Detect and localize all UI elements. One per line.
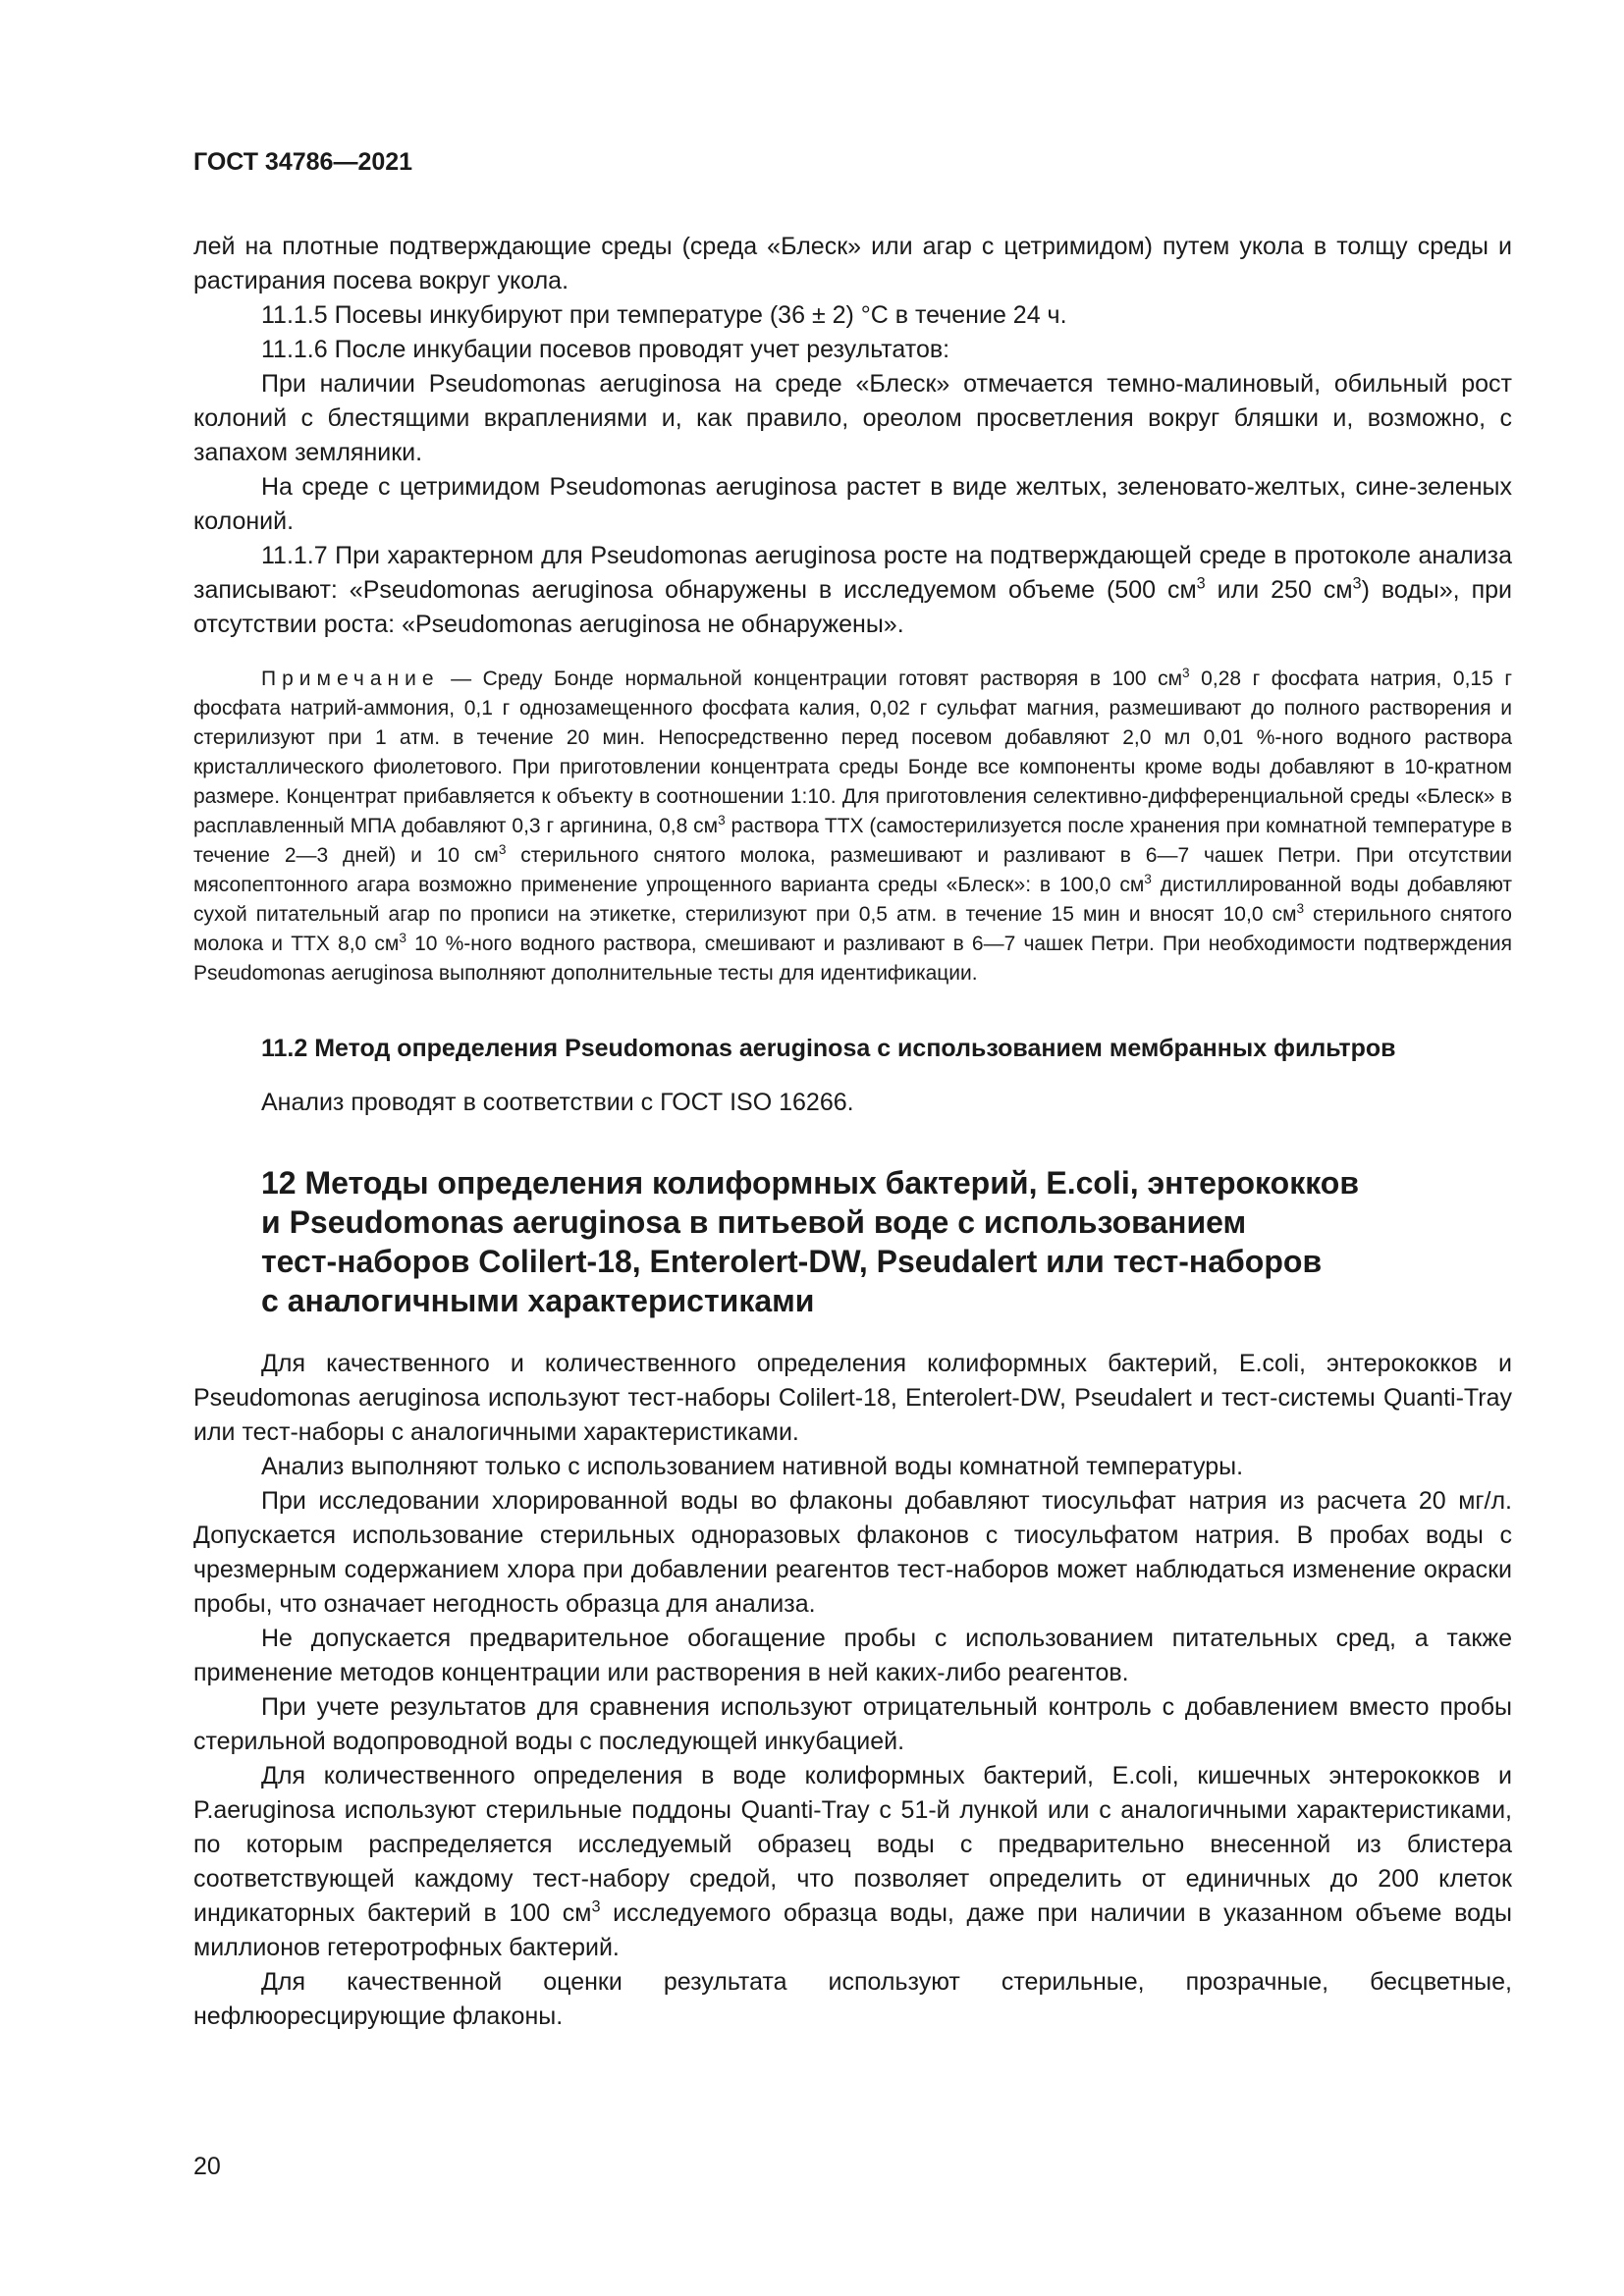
note-block: Примечание — Среду Бонде нормальной концентрации готовят растворяя в 100 $см^3$ 0,28 г фосфата натрия, 0,15 г фосфата натрий-аммония, 0,1 г однозамещенного фосфата калия, 0,02 г сульфат магния, размешивают до полного растворения и стерилизуют при 1 атм. в течение 20 мин. Непосредственно перед посевом добавляют 2,0 мл 0,01 %-ного водного раствора кристаллического фиолетового. При приготовлении концентрата среды Бонде все компоненты кроме воды добавляют в 10-кратном размере. Концентрат прибавляется к объекту в соотношении 1:10. Для приготовления селективно-дифференциальной среды «Блеск» в расплавленный МПА добавляют 0,3 г аргинина, 0,8 $см^3$ раствора ТТХ (самостерилизуется после хранения при комнатной температуре в течение 2—3 дней) и 10 $см^3$ стерильного снятого молока, размешивают и разливают в 6—7 чашек Петри. При отсутствии мясопептонного агара возможно применение упрощенного варианта среды «Блеск»: в 100,0 $см^3$ дистиллированной воды добавляют сухой питательный агар по прописи на этикетке, стерилизуют при 0,5 атм. в течение 15 мин и вносят 10,0 $см^3$ стерильного снятого молока и ТТХ 8,0 $см^3$ 10 %-ного водного раствора, смешивают и разливают в 6—7 чашек Петри. При необходимости подтверждения Pseudomonas aeruginosa выполняют дополнительные тесты для идентификации.: [193, 666, 1512, 985]
paragraph-12-intro: Для качественного и количественного определения колиформных бактерий, E.coli, энтерококков и Pseudomonas aeruginosa используют тест-наборы Colilert-18, Enterolert-DW, Pseudalert и тест-системы Quanti-Tray или тест-наборы с аналогичными характеристиками.: [193, 1350, 1512, 1446]
document-header: ГОСТ 34786—2021: [193, 148, 413, 176]
paragraph-11-1-6: 11.1.6 После инкубации посевов проводят учет результатов:: [261, 336, 950, 363]
heading-section-12: [261, 1163, 1512, 1320]
paragraph-12-flasks: Для качественной оценки результата используют стерильные, прозрачные, бесцветные, нефлюоресцирующие флаконы.: [193, 1968, 1512, 2030]
section-12-body: [193, 1347, 1512, 2034]
heading-line: и Pseudomonas aeruginosa в питьевой воде с использованием: [261, 1204, 1247, 1240]
paragraph-12-control: При учете результатов для сравнения используют отрицательный контроль с добавлением вместо пробы стерильной водопроводной воды с последующей инкубацией.: [193, 1693, 1512, 1755]
heading-line: тест-наборов Colilert-18, Enterolert-DW, Pseudalert или тест-наборов: [261, 1244, 1323, 1279]
heading-line: 12 Методы определения колиформных бактерий, E.coli, энтерококков: [261, 1165, 1360, 1201]
paragraph-12-native-water: Анализ выполняют только с использованием нативной воды комнатной температуры.: [261, 1453, 1244, 1480]
note-label: Примечание: [261, 667, 440, 690]
heading-line: с аналогичными характеристиками: [261, 1283, 815, 1318]
paragraph-12-enrichment: Не допускается предварительное обогащение пробы с использованием питательных сред, а также применение методов концентрации или растворения в ней каких-либо реагентов.: [193, 1625, 1512, 1686]
document-page: [193, 147, 1512, 2034]
paragraph-11-1-5: 11.1.5 Посевы инкубируют при температуре (36 ± 2) °С в течение 24 ч.: [261, 301, 1067, 329]
paragraph-11-2-body: Анализ проводят в соответствии с ГОСТ ISO 16266.: [261, 1089, 854, 1116]
page-number: 20: [193, 2153, 221, 2180]
paragraph-cetrimide-result: На среде с цетримидом Pseudomonas aeruginosa растет в виде желтых, зеленовато-желтых, сине-зеленых колоний.: [193, 473, 1512, 535]
paragraph-11-1-7: 11.1.7 При характерном для Pseudomonas aeruginosa росте на подтверждающей среде в протоколе анализа записывают: «Pseudomonas aeruginosa обнаружены в исследуемом объеме (500 $см^3$ или 250 $см^3$) воды», при отсутствии роста: «Pseudomonas aeruginosa не обнаружены».: [193, 542, 1512, 638]
paragraph-12-chlorinated: При исследовании хлорированной воды во флаконы добавляют тиосульфат натрия из расчета 20 мг/л. Допускается использование стерильных одноразовых флаконов с тиосульфатом натрия. В пробах воды с чрезмерным содержанием хлора при добавлении реагентов тест-наборов может наблюдаться изменение окраски пробы, что означает негодность образца для анализа.: [193, 1487, 1512, 1618]
paragraph-12-quanti-tray: Для количественного определения в воде колиформных бактерий, E.coli, кишечных энтерококков и P.aeruginosa используют стерильные поддоны Quanti-Tray с 51-й лункой или с аналогичными характеристиками, по которым распределяется исследуемый образец воды с предварительно внесенной из блистера соответствующей каждому тест-набору средой, что позволяет определить от единичных до 200 клеток индикаторных бактерий в 100 $см^3$ исследуемого образца воды, даже при наличии в указанном объеме воды миллионов гетеротрофных бактерий.: [193, 1762, 1512, 1961]
paragraph-continuation: лей на плотные подтверждающие среды (среда «Блеск» или агар с цетримидом) путем укола в толщу среды и растирания посева вокруг укола.: [193, 233, 1512, 294]
paragraph-blesk-result: При наличии Pseudomonas aeruginosa на среде «Блеск» отмечается темно-малиновый, обильный рост колоний с блестящими вкраплениями и, как правило, ореолом просветления вокруг бляшки и, возможно, с запахом земляники.: [193, 370, 1512, 466]
heading-11-2: 11.2 Метод определения Pseudomonas aeruginosa с использованием мембранных фильтров: [261, 1035, 1396, 1062]
